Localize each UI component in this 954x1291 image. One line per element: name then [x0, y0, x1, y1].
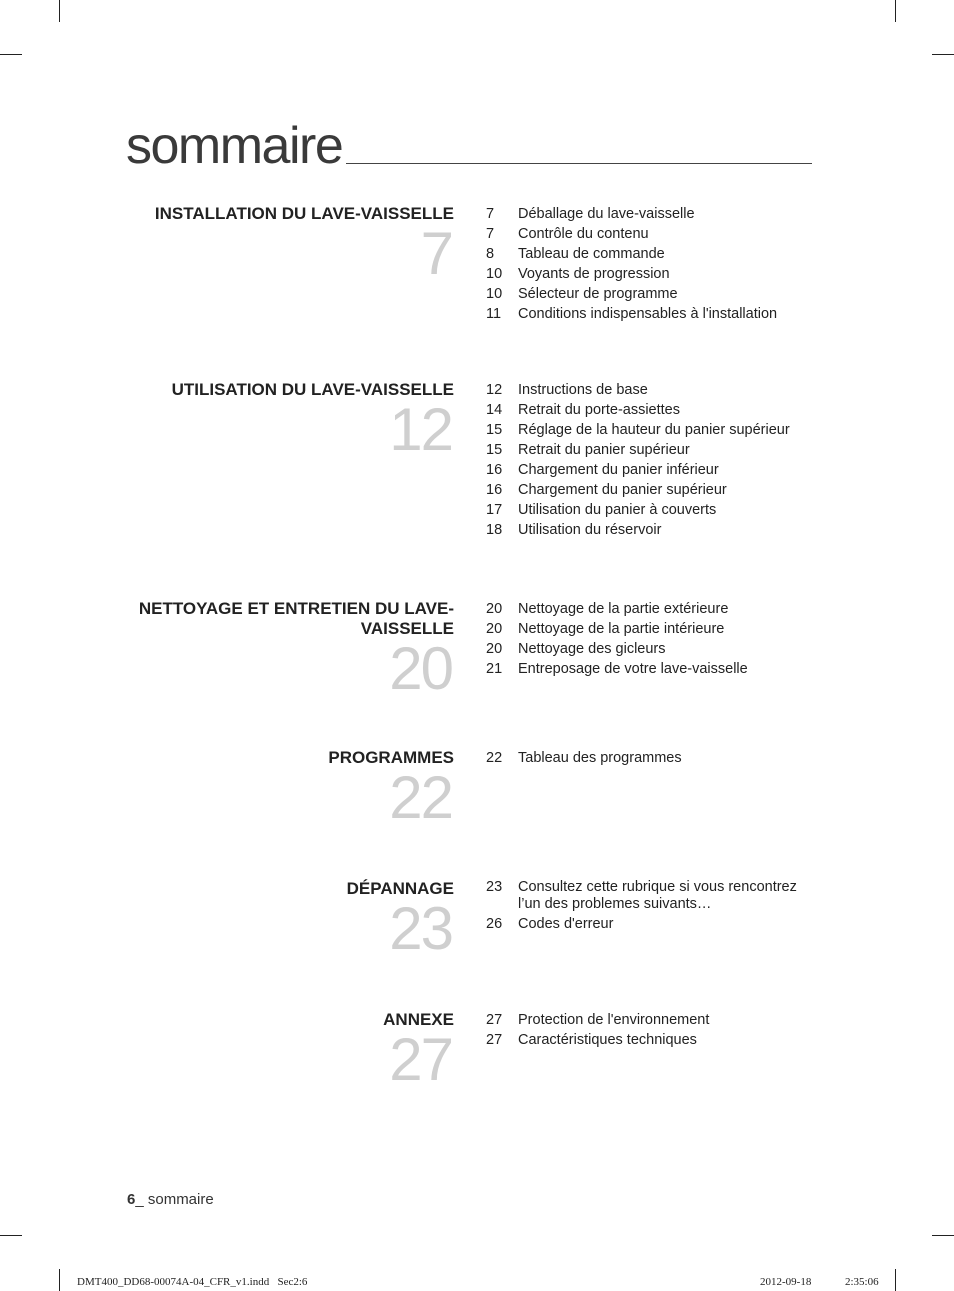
entry-page: 27 [486, 1032, 503, 1048]
crop-mark [895, 0, 896, 22]
footer-page-number: 6 [127, 1191, 136, 1208]
entry-text: Codes d'erreur [518, 916, 614, 932]
crop-mark [932, 54, 954, 55]
slug-date: 2012-09-18 [760, 1276, 812, 1288]
entry-text: Retrait du porte-assiettes [518, 402, 680, 418]
list-item[interactable] [486, 480, 816, 500]
entry-text: Nettoyage de la partie intérieure [518, 621, 725, 637]
list-item[interactable] [486, 599, 816, 619]
entry-text: Nettoyage des gicleurs [518, 641, 666, 657]
entry-page: 12 [486, 382, 503, 398]
crop-mark [59, 1269, 60, 1291]
entry-text: Entreposage de votre lave-vaisselle [518, 661, 748, 677]
list-item[interactable] [486, 748, 816, 768]
list-item[interactable] [486, 659, 816, 679]
crop-mark [932, 1235, 954, 1236]
entry-page: 10 [486, 266, 503, 282]
entry-page: 15 [486, 422, 503, 438]
entry-text: Tableau de commande [518, 246, 665, 262]
entry-list [486, 599, 816, 679]
entry-text: Chargement du panier supérieur [518, 482, 727, 498]
entry-text: Contrôle du contenu [518, 226, 649, 242]
entry-text: Caractéristiques techniques [518, 1032, 697, 1048]
entry-text: Utilisation du réservoir [518, 522, 662, 538]
crop-mark [59, 0, 60, 22]
entry-page: 22 [486, 750, 503, 766]
slug-time: 2:35:06 [845, 1276, 879, 1288]
list-item[interactable] [486, 244, 816, 264]
entry-list [486, 204, 816, 324]
section-heading[interactable]: PROGRAMMES [328, 748, 454, 767]
section-heading[interactable]: INSTALLATION DU LAVE-VAISSELLE [154, 204, 454, 223]
crop-mark [895, 1269, 896, 1291]
list-item[interactable] [486, 224, 816, 244]
entry-list [486, 879, 816, 933]
slug-file: DMT400_DD68-00074A-04_CFR_v1.indd Sec2:6 [77, 1276, 308, 1288]
entry-page: 7 [486, 206, 495, 222]
list-item[interactable] [486, 420, 816, 440]
list-item[interactable] [486, 916, 816, 933]
crop-mark [0, 54, 22, 55]
entry-page: 18 [486, 522, 503, 538]
list-item[interactable] [486, 304, 816, 324]
entry-page: 15 [486, 442, 503, 458]
list-item[interactable] [486, 380, 816, 400]
entry-text: Tableau des programmes [518, 750, 682, 766]
entry-page: 10 [486, 286, 503, 302]
entry-page: 7 [486, 226, 495, 242]
entry-page: 21 [486, 661, 503, 677]
entry-text: Réglage de la hauteur du panier supérieur [518, 422, 790, 438]
entry-page: 26 [486, 916, 503, 932]
section-heading[interactable]: NETTOYAGE ET ENTRETIEN DU LAVE-VAISSELLE [138, 599, 454, 638]
entry-text: Instructions de base [518, 382, 648, 398]
entry-page: 16 [486, 462, 503, 478]
entry-text: Chargement du panier inférieur [518, 462, 719, 478]
entry-text: Utilisation du panier à couverts [518, 502, 717, 518]
entry-page: 20 [486, 621, 503, 637]
entry-page: 23 [486, 879, 503, 895]
entry-text: Conditions indispensables à l'installation [518, 306, 778, 322]
list-item[interactable] [486, 284, 816, 304]
list-item[interactable] [486, 204, 816, 224]
section-heading[interactable]: DÉPANNAGE [346, 879, 454, 898]
list-item[interactable] [486, 619, 816, 639]
list-item[interactable] [486, 440, 816, 460]
crop-mark [0, 1235, 22, 1236]
entry-text: Consultez cette rubrique si vous rencontrez l’un des problemes suivants… [518, 879, 797, 912]
list-item[interactable] [486, 264, 816, 284]
section-page-number: 20 [389, 635, 452, 702]
list-item[interactable] [486, 639, 816, 659]
footer-page-label [127, 1191, 214, 1208]
list-item[interactable] [486, 1030, 816, 1050]
section-heading[interactable]: UTILISATION DU LAVE-VAISSELLE [171, 380, 454, 399]
entry-page: 20 [486, 641, 503, 657]
list-item[interactable] [486, 400, 816, 420]
entry-text: Retrait du panier supérieur [518, 442, 690, 458]
list-item[interactable] [486, 1010, 816, 1030]
list-item[interactable] [486, 460, 816, 480]
entry-text: Nettoyage de la partie extérieure [518, 601, 729, 617]
section-heading[interactable]: ANNEXE [383, 1010, 454, 1029]
entry-page: 17 [486, 502, 503, 518]
entry-list [486, 380, 816, 540]
entry-page: 20 [486, 601, 503, 617]
section-page-number: 7 [420, 220, 452, 287]
page-title: sommaire [126, 117, 343, 175]
list-item[interactable] [486, 500, 816, 520]
entry-page: 16 [486, 482, 503, 498]
entry-page: 27 [486, 1012, 503, 1028]
section-page-number: 22 [389, 764, 452, 831]
list-item[interactable] [486, 879, 816, 913]
section-page-number: 27 [389, 1026, 452, 1093]
entry-text: Sélecteur de programme [518, 286, 678, 302]
title-rule [346, 163, 812, 164]
entry-page: 11 [486, 306, 502, 322]
entry-text: Protection de l'environnement [518, 1012, 710, 1028]
section-page-number: 23 [389, 895, 452, 962]
entry-text: Déballage du lave-vaisselle [518, 206, 695, 222]
entry-page: 8 [486, 246, 495, 262]
list-item[interactable] [486, 520, 816, 540]
section-page-number: 12 [389, 396, 452, 463]
entry-list [486, 748, 816, 768]
entry-list [486, 1010, 816, 1050]
entry-page: 14 [486, 402, 503, 418]
entry-text: Voyants de progression [518, 266, 670, 282]
footer-label: _ sommaire [135, 1191, 214, 1208]
